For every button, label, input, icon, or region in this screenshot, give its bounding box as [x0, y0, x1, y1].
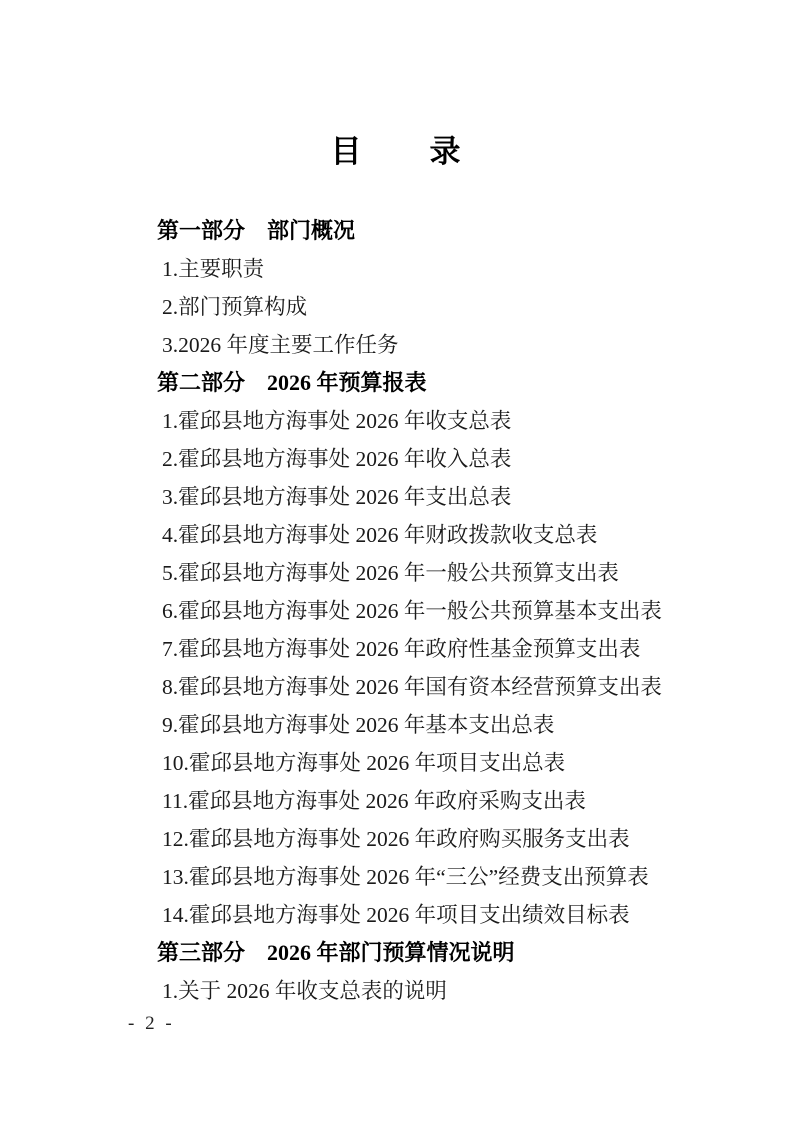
toc-item: 2.霍邱县地方海事处 2026 年收入总表 [162, 447, 512, 471]
toc-item: 9.霍邱县地方海事处 2026 年基本支出总表 [162, 713, 555, 737]
toc-item: 3.2026 年度主要工作任务 [162, 333, 399, 357]
toc-item: 7.霍邱县地方海事处 2026 年政府性基金预算支出表 [162, 637, 641, 661]
toc-item: 1.关于 2026 年收支总表的说明 [162, 979, 447, 1003]
toc-item: 4.霍邱县地方海事处 2026 年财政拨款收支总表 [162, 523, 598, 547]
toc-item: 14.霍邱县地方海事处 2026 年项目支出绩效目标表 [162, 903, 630, 927]
page-title: 目 录 [330, 134, 463, 169]
toc-item: 12.霍邱县地方海事处 2026 年政府购买服务支出表 [162, 827, 630, 851]
toc-item: 6.霍邱县地方海事处 2026 年一般公共预算基本支出表 [162, 599, 662, 623]
toc-item: 2.部门预算构成 [162, 295, 308, 319]
toc-item: 1.主要职责 [162, 257, 265, 281]
toc-section-heading-1: 第一部分 部门概况 [157, 218, 356, 243]
toc-item: 13.霍邱县地方海事处 2026 年“三公”经费支出预算表 [162, 865, 649, 889]
toc-item: 11.霍邱县地方海事处 2026 年政府采购支出表 [162, 789, 586, 813]
toc-section-heading-2: 第二部分 2026 年预算报表 [157, 370, 427, 395]
page-number: - 2 - [128, 1013, 175, 1034]
table-of-contents [157, 212, 743, 1010]
toc-item: 10.霍邱县地方海事处 2026 年项目支出总表 [162, 751, 566, 775]
toc-section-heading-3: 第三部分 2026 年部门预算情况说明 [157, 940, 515, 965]
toc-item: 8.霍邱县地方海事处 2026 年国有资本经营预算支出表 [162, 675, 662, 699]
toc-item: 5.霍邱县地方海事处 2026 年一般公共预算支出表 [162, 561, 619, 585]
toc-item: 1.霍邱县地方海事处 2026 年收支总表 [162, 409, 512, 433]
toc-item: 3.霍邱县地方海事处 2026 年支出总表 [162, 485, 512, 509]
